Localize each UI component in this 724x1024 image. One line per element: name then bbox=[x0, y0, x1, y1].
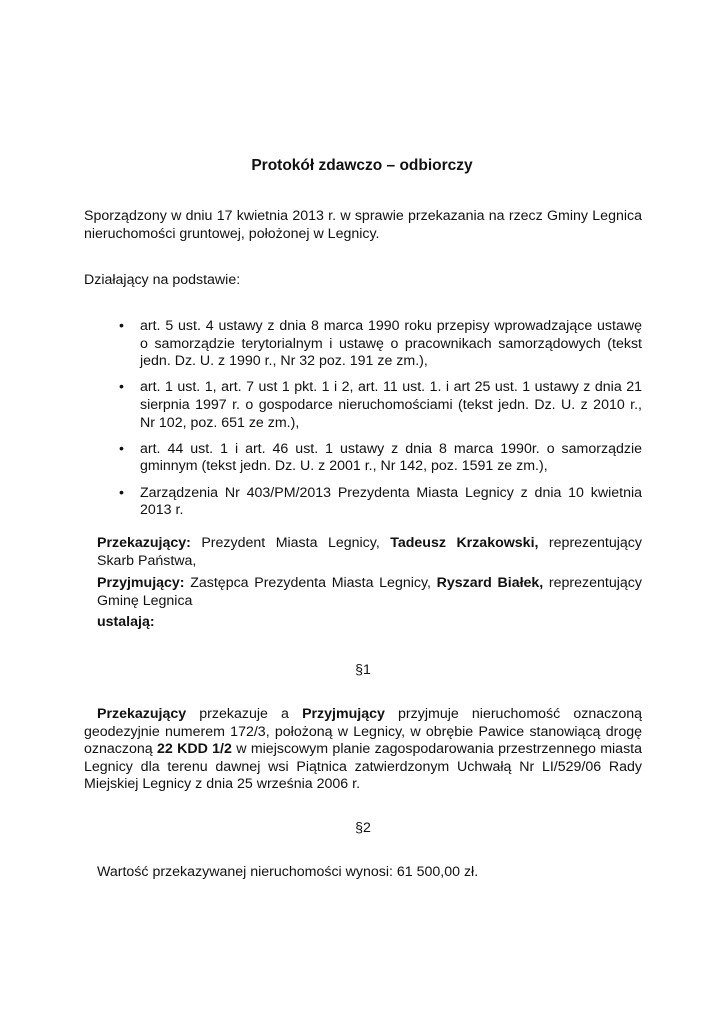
basis-item-text: art. 5 ust. 4 ustawy z dnia 8 marca 1990 roku przepisy wprowadzające ustawę o samorządzie terytorialnym i ustawę o pracownikach samorządowych (tekst jedn. Dz. U. z 1990 r., Nr 32 poz. 191 ze zm.), bbox=[140, 318, 642, 370]
basis-heading: Działający na podstawie: bbox=[84, 272, 241, 288]
establish-label: ustalają: bbox=[97, 614, 155, 630]
transferor-paragraph bbox=[97, 535, 642, 570]
intro-paragraph: Sporządzony w dniu 17 kwietnia 2013 r. w sprawie przekazania na rzecz Gminy Legnica nieruchomości gruntowej, położonej w Legnicy. bbox=[84, 208, 642, 242]
section-1-transferee: Przyjmujący bbox=[302, 706, 385, 722]
section-1-paragraph bbox=[84, 706, 642, 794]
transferor-text: Prezydent Miasta Legnicy, bbox=[190, 535, 391, 551]
section-1-text: przyjmuje nieruchomość oznaczoną geodezyjnie numerem 172/3, położoną w Legnicy, w obrębie Pawice stanowiącą drogę oznaczoną bbox=[84, 706, 642, 758]
list-item bbox=[119, 318, 642, 371]
transferor-name: Tadeusz Krzakowski, bbox=[390, 535, 539, 551]
document-title: Protokół zdawczo – odbiorczy bbox=[251, 157, 473, 174]
basis-item-text: Zarządzenia Nr 403/PM/2013 Prezydenta Miasta Legnicy z dnia 10 kwietnia 2013 r. bbox=[140, 484, 642, 519]
transferee-represents: reprezentujący Gminę Legnica bbox=[97, 575, 642, 609]
section-1-text: przekazuje a bbox=[186, 706, 303, 722]
list-item bbox=[119, 440, 642, 476]
transferee-name: Ryszard Białek, bbox=[436, 575, 544, 591]
bullet-icon: • bbox=[119, 484, 124, 501]
basis-item-text: art. 1 ust. 1, art. 7 ust 1 pkt. 1 i 2, art. 11 ust. 1. i art 25 ust. 1 ustawy z dnia 21 sierpnia 1997 r. o gospodarce nieruchomościami (tekst jedn. Dz. U. z 2010 r., Nr 102, poz. 651 ze zm.), bbox=[140, 379, 642, 431]
transferee-label: Przyjmujący: bbox=[97, 575, 185, 591]
transferee-paragraph bbox=[97, 575, 642, 610]
value-paragraph: Wartość przekazywanej nieruchomości wynosi: 61 500,00 zł. bbox=[97, 864, 479, 880]
establish-text bbox=[97, 614, 642, 632]
section-2-heading: §2 bbox=[355, 820, 371, 836]
basis-item-text: art. 44 ust. 1 i art. 46 ust. 1 ustawy z dnia 8 marca 1990r. o samorządzie gminnym (tekst jedn. Dz. U. z 2001 r., Nr 142, poz. 1591 ze zm.), bbox=[140, 440, 642, 475]
transferor-label: Przekazujący: bbox=[97, 535, 191, 551]
basis-list bbox=[119, 318, 642, 528]
list-item bbox=[119, 379, 642, 432]
section-1-text: w miejscowym planie zagospodarowania przestrzennego miasta Legnicy dla terenu dawnej wsi Piątnica zatwierdzonym Uchwałą Nr LI/529/06 Rady Miejskiej Legnicy z dnia 25 września 2006 r. bbox=[84, 741, 642, 793]
bullet-icon: • bbox=[119, 379, 124, 396]
section-1-heading: §1 bbox=[355, 662, 371, 678]
bullet-icon: • bbox=[119, 318, 124, 334]
list-item bbox=[119, 484, 642, 520]
transferor-represents: reprezentujący Skarb Państwa, bbox=[97, 535, 642, 569]
transferee-text: Zastępca Prezydenta Miasta Legnicy, bbox=[184, 575, 437, 591]
bullet-icon: • bbox=[119, 440, 124, 457]
section-1-transferor: Przekazujący bbox=[97, 706, 187, 722]
road-code: 22 KDD 1/2 bbox=[156, 741, 232, 758]
